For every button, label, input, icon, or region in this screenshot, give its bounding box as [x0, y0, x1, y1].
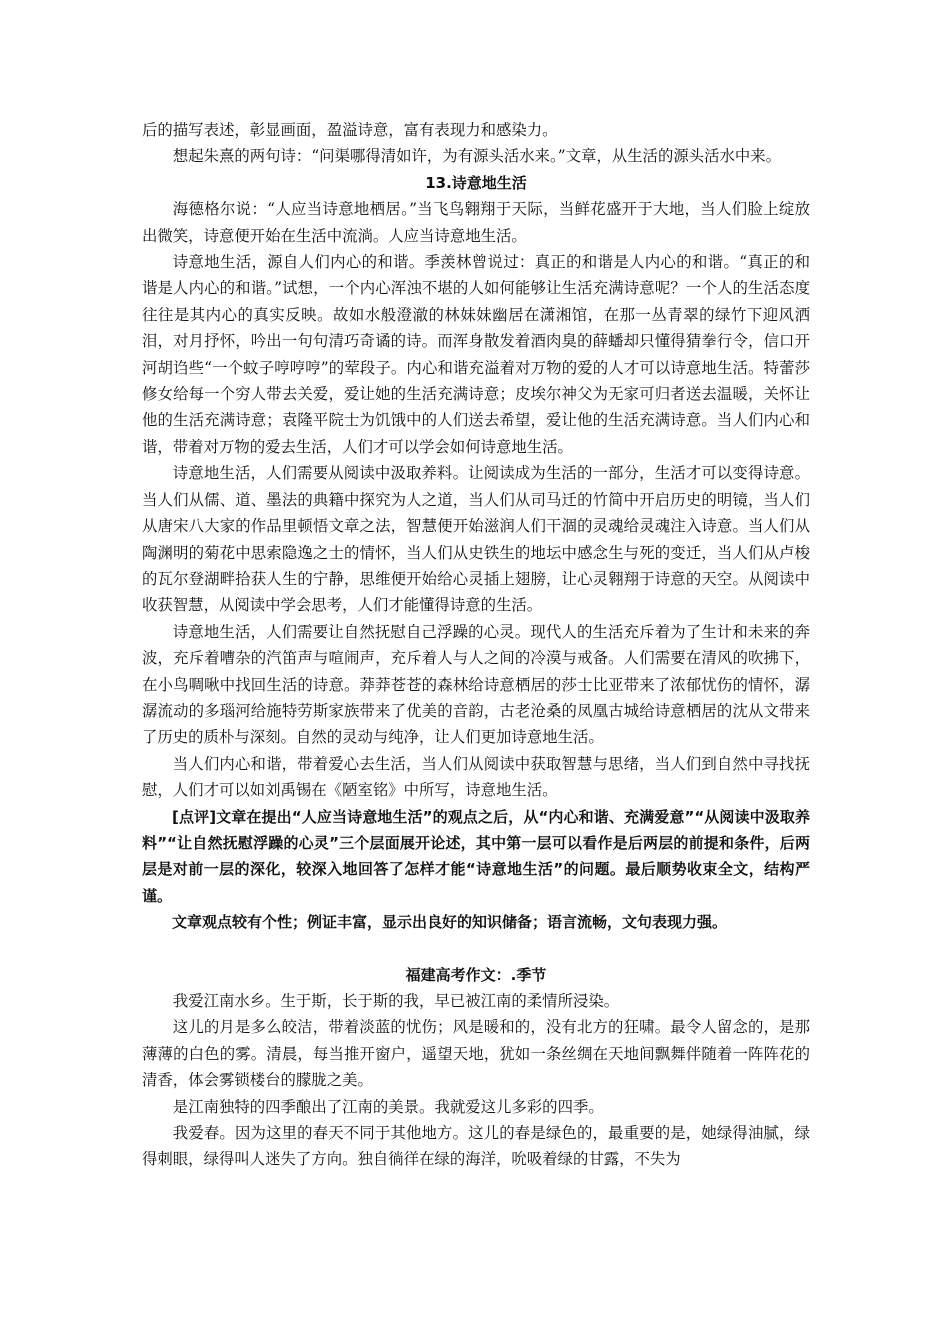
- paragraph: 这儿的月是多么皎洁，带着淡蓝的忧伤；风是暖和的，没有北方的狂啸。最令人留念的，是那薄薄的白色的雾。清晨，每当推开窗户，遥望天地，犹如一条丝绸在天地间飘舞伴随着一阵阵花的清香，体会雾锁楼台的朦胧之美。: [142, 1018, 810, 1090]
- paragraph: 后的描写表述，彰显画面，盈溢诗意，富有表现力和感染力。: [142, 121, 558, 139]
- essay-title: 福建高考作文：.季节: [405, 965, 547, 984]
- paragraph: 是江南独特的四季酿出了江南的美景。我就爱这儿多彩的四季。: [172, 1097, 604, 1116]
- paragraph: 当人们内心和谐，带着爱心去生活，当人们从阅读中获取智慧与思绪，当人们到自然中寻找抚慰，人们才可以如刘禹锡在《陋室铭》中所写，诗意地生活。: [142, 754, 810, 800]
- blank-line: [142, 936, 810, 962]
- document-page: [142, 117, 810, 1173]
- paragraph: 想起朱熹的两句诗：“问渠哪得清如许，为有源头活水来。”文章，从生活的源头活水中来。: [172, 147, 782, 166]
- paragraph: 诗意地生活，人们需要让自然抚慰自己浮躁的心灵。现代人的生活充斥着为了生计和未来的奔波，充斥着嘈杂的汽笛声与喧闹声，充斥着人与人之间的冷漠与戒备。人们需要在清风的吹拂下，在小鸟啁啾中找回生活的诗意。莽莽苍苍的森林给诗意栖居的莎士比亚带来了浓郁忧伤的情怀，潺潺流动的多瑙河给施特劳斯家族带来了优美的音韵，古老沧桑的凤凰古城给诗意栖居的沈从文带来了历史的质朴与深刻。自然的灵动与纯净，让人们更加诗意地生活。: [142, 622, 810, 747]
- comment-paragraph: 文章观点较有个性；例证丰富，显示出良好的知识储备；语言流畅，文句表现力强。: [172, 913, 728, 932]
- paragraph: 诗意地生活，人们需要从阅读中汲取养料。让阅读成为生活的一部分，生活才可以变得诗意。当人们从儒、道、墨法的典籍中探究为人之道，当人们从司马迁的竹简中开启历史的明镜，当人们从唐宋八大家的作品里顿悟文章之法，智慧便开始滋润人们干涸的灵魂给灵魂注入诗意。当人们从陶渊明的菊花中思索隐逸之士的情怀，当人们从史铁生的地坛中感念生与死的变迁，当人们从卢梭的瓦尔登湖畔拾获人生的宁静，思维便开始给心灵插上翅膀，让心灵翱翔于诗意的天空。从阅读中收获智慧，从阅读中学会思考，人们才能懂得诗意的生活。: [142, 464, 810, 615]
- paragraph: 我爱春。因为这里的春天不同于其他地方。这儿的春是绿色的，最重要的是，她绿得油腻，绿得刺眼，绿得叫人迷失了方向。独自徜徉在绿的海洋，吮吸着绿的甘露，不失为: [142, 1124, 810, 1169]
- essay-title: 13.诗意地生活: [425, 173, 527, 192]
- comment-paragraph: [点评]文章在提出“人应当诗意地生活”的观点之后，从“内心和谐、充满爱意”“从阅读中汲取养料”“让自然抚慰浮躁的心灵”三个层面展开论述，其中第一层可以看作是后两层的前提和条件，后两层是对前一层的深化，较深入地回答了怎样才能“诗意地生活”的问题。最后顺势收束全文，结构严谨。: [142, 807, 810, 905]
- paragraph: 海德格尔说：“人应当诗意地栖居。”当飞鸟翱翔于天际，当鲜花盛开于大地，当人们脸上绽放出微笑，诗意便开始在生活中流淌。人应当诗意地生活。: [142, 200, 810, 245]
- paragraph: 诗意地生活，源自人们内心的和谐。季羡林曾说过：真正的和谐是人内心的和谐。“真正的和谐是人内心的和谐。”试想，一个内心浑浊不堪的人如何能够让生活充满诗意呢？一个人的生活态度往往是其内心的真实反映。故如水般澄澈的林妹妹幽居在潇湘馆，在那一丛青翠的绿竹下迎风洒泪，对月抒怀，吟出一句句清巧奇谲的诗。而浑身散发着酒肉臭的薛蟠却只懂得猜拳行令，信口开河胡诌些“一个蚊子哼哼哼”的荤段子。内心和谐充溢着对万物的爱的人才可以诗意地生活。特蕾莎修女给每一个穷人带去关爱，爱让她的生活充满诗意；皮埃尔神父为无家可归者送去温暖，关怀让他的生活充满诗意；袁隆平院士为饥饿中的人们送去希望，爱让他的生活充满诗意。当人们内心和谐，带着对万物的爱去生活，人们才可以学会如何诗意地生活。: [142, 253, 810, 456]
- paragraph: 我爱江南水乡。生于斯，长于斯的我，早已被江南的柔情所浸染。: [172, 992, 620, 1010]
